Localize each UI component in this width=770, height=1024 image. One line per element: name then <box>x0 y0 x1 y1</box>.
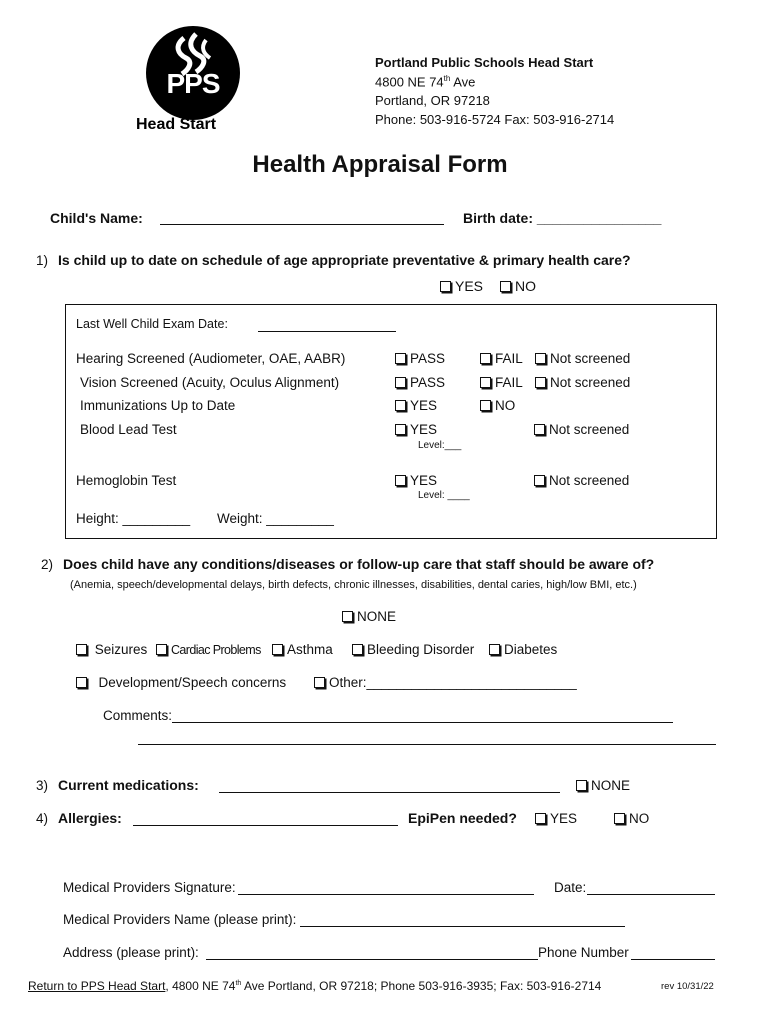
org-address-line2: Portland, OR 97218 <box>375 93 490 108</box>
provider-date-field[interactable] <box>587 881 715 895</box>
org-address-line1: 4800 NE 74th Ave <box>375 74 476 90</box>
cardiac-option[interactable]: Cardiac Problems <box>156 643 261 657</box>
hearing-fail[interactable]: FAIL <box>480 351 523 366</box>
hemoglobin-not-screened[interactable]: Not screened <box>534 473 629 488</box>
provider-name-field[interactable] <box>300 913 625 927</box>
provider-address-label: Address (please print): <box>63 945 199 960</box>
vision-pass[interactable]: PASS <box>395 375 445 390</box>
hearing-not-screened[interactable]: Not screened <box>535 351 630 366</box>
birth-date-label: Birth date: ________________ <box>463 210 662 226</box>
other-option[interactable]: Other:____________________________ <box>314 675 577 690</box>
q1-number: 1) <box>36 253 49 268</box>
checkbox-icon[interactable] <box>272 644 283 655</box>
medications-label: Current medications: <box>58 777 199 793</box>
last-exam-label: Last Well Child Exam Date: <box>76 317 228 331</box>
hemoglobin-yes[interactable]: YES <box>395 473 437 488</box>
revision-date: rev 10/31/22 <box>661 981 714 992</box>
immunizations-yes[interactable]: YES <box>395 398 437 413</box>
height-field[interactable]: Height: _________ <box>76 511 191 526</box>
provider-phone-field[interactable] <box>631 946 715 960</box>
provider-name-label: Medical Providers Name (please print): <box>63 912 297 927</box>
checkbox-icon[interactable] <box>314 677 325 688</box>
org-phone-fax: Phone: 503-916-5724 Fax: 503-916-2714 <box>375 112 615 127</box>
blood-lead-not-screened[interactable]: Not screened <box>534 422 629 437</box>
provider-phone-label: Phone Number <box>538 945 629 960</box>
logo-subtext: Head Start <box>136 116 217 133</box>
checkbox-icon[interactable] <box>535 353 546 364</box>
checkbox-icon[interactable] <box>395 400 406 411</box>
hearing-pass[interactable]: PASS <box>395 351 445 366</box>
allergies-field[interactable] <box>133 811 398 826</box>
q2-examples: (Anemia, speech/developmental delays, birth defects, chronic illnesses, disabilities, dental caries, high/low BMI, etc.) <box>70 579 637 591</box>
hemoglobin-level[interactable]: Level: ____ <box>418 490 470 501</box>
diabetes-option[interactable]: Diabetes <box>489 642 557 657</box>
checkbox-icon[interactable] <box>395 424 406 435</box>
comments-label: Comments: <box>103 708 173 723</box>
checkbox-icon[interactable] <box>352 644 363 655</box>
q1-no-option[interactable]: NO <box>500 278 536 294</box>
checkbox-icon[interactable] <box>500 281 511 292</box>
blood-lead-label: Blood Lead Test <box>80 422 177 437</box>
q2-question: Does child have any conditions/diseases or follow-up care that staff should be aware of? <box>63 556 655 572</box>
epipen-no-option[interactable]: NO <box>614 811 649 826</box>
checkbox-icon[interactable] <box>395 377 406 388</box>
checkbox-icon[interactable] <box>76 644 87 655</box>
child-name-field[interactable] <box>160 210 444 225</box>
immunizations-label: Immunizations Up to Date <box>80 398 236 413</box>
checkbox-icon[interactable] <box>576 780 587 791</box>
blood-lead-level[interactable]: Level:___ <box>418 440 462 451</box>
checkbox-icon[interactable] <box>76 677 87 688</box>
q1-question: Is child up to date on schedule of age appropriate preventative & primary health care? <box>58 252 631 268</box>
org-name: Portland Public Schools Head Start <box>375 55 594 70</box>
medications-none-option[interactable]: NONE <box>576 778 630 793</box>
checkbox-icon[interactable] <box>395 475 406 486</box>
development-option[interactable]: Development/Speech concerns <box>76 675 286 690</box>
asthma-option[interactable]: Asthma <box>272 642 333 657</box>
checkbox-icon[interactable] <box>534 475 545 486</box>
return-link[interactable]: Return to PPS Head Start <box>28 979 166 993</box>
last-exam-date-field[interactable] <box>258 318 396 332</box>
hearing-label: Hearing Screened (Audiometer, OAE, AABR) <box>76 351 346 366</box>
epipen-yes-option[interactable]: YES <box>535 811 577 826</box>
q4-number: 4) <box>36 811 49 826</box>
seizures-option[interactable]: Seizures <box>76 642 147 657</box>
weight-field[interactable]: Weight: _________ <box>217 511 334 526</box>
footer-address: Return to PPS Head Start, 4800 NE 74th Ave Portland, OR 97218; Phone 503-916-3935; Fax: 503-916-2714 <box>28 979 602 993</box>
checkbox-icon[interactable] <box>535 813 546 824</box>
checkbox-icon[interactable] <box>480 400 491 411</box>
medications-field[interactable] <box>219 778 560 793</box>
checkbox-icon[interactable] <box>440 281 451 292</box>
vision-label: Vision Screened (Acuity, Oculus Alignment) <box>80 375 340 390</box>
vision-fail[interactable]: FAIL <box>480 375 523 390</box>
q1-yes-option[interactable]: YES <box>440 278 483 294</box>
blood-lead-yes[interactable]: YES <box>395 422 437 437</box>
hemoglobin-label: Hemoglobin Test <box>76 473 177 488</box>
allergies-label: Allergies: <box>58 810 122 826</box>
pps-logo <box>146 26 240 120</box>
comments-field-line2[interactable] <box>138 732 716 745</box>
epipen-label: EpiPen needed? <box>408 810 517 826</box>
provider-signature-field[interactable] <box>238 881 534 895</box>
checkbox-icon[interactable] <box>614 813 625 824</box>
checkbox-icon[interactable] <box>395 353 406 364</box>
checkbox-icon[interactable] <box>480 377 491 388</box>
q2-number: 2) <box>41 557 54 572</box>
provider-signature-label: Medical Providers Signature: <box>63 880 236 895</box>
page-title: Health Appraisal Form <box>252 151 508 178</box>
vision-not-screened[interactable]: Not screened <box>535 375 630 390</box>
checkbox-icon[interactable] <box>480 353 491 364</box>
checkbox-icon[interactable] <box>489 644 500 655</box>
bleeding-option[interactable]: Bleeding Disorder <box>352 642 474 657</box>
q2-none-option[interactable]: NONE <box>342 609 396 624</box>
checkbox-icon[interactable] <box>156 644 167 655</box>
provider-address-field[interactable] <box>206 946 538 960</box>
checkbox-icon[interactable] <box>535 377 546 388</box>
immunizations-no[interactable]: NO <box>480 398 515 413</box>
checkbox-icon[interactable] <box>534 424 545 435</box>
provider-date-label: Date: <box>554 880 587 895</box>
checkbox-icon[interactable] <box>342 611 353 622</box>
child-name-label: Child's Name: <box>50 210 143 226</box>
q3-number: 3) <box>36 778 49 793</box>
comments-field[interactable] <box>172 709 673 723</box>
logo-text: PPS <box>166 68 220 99</box>
